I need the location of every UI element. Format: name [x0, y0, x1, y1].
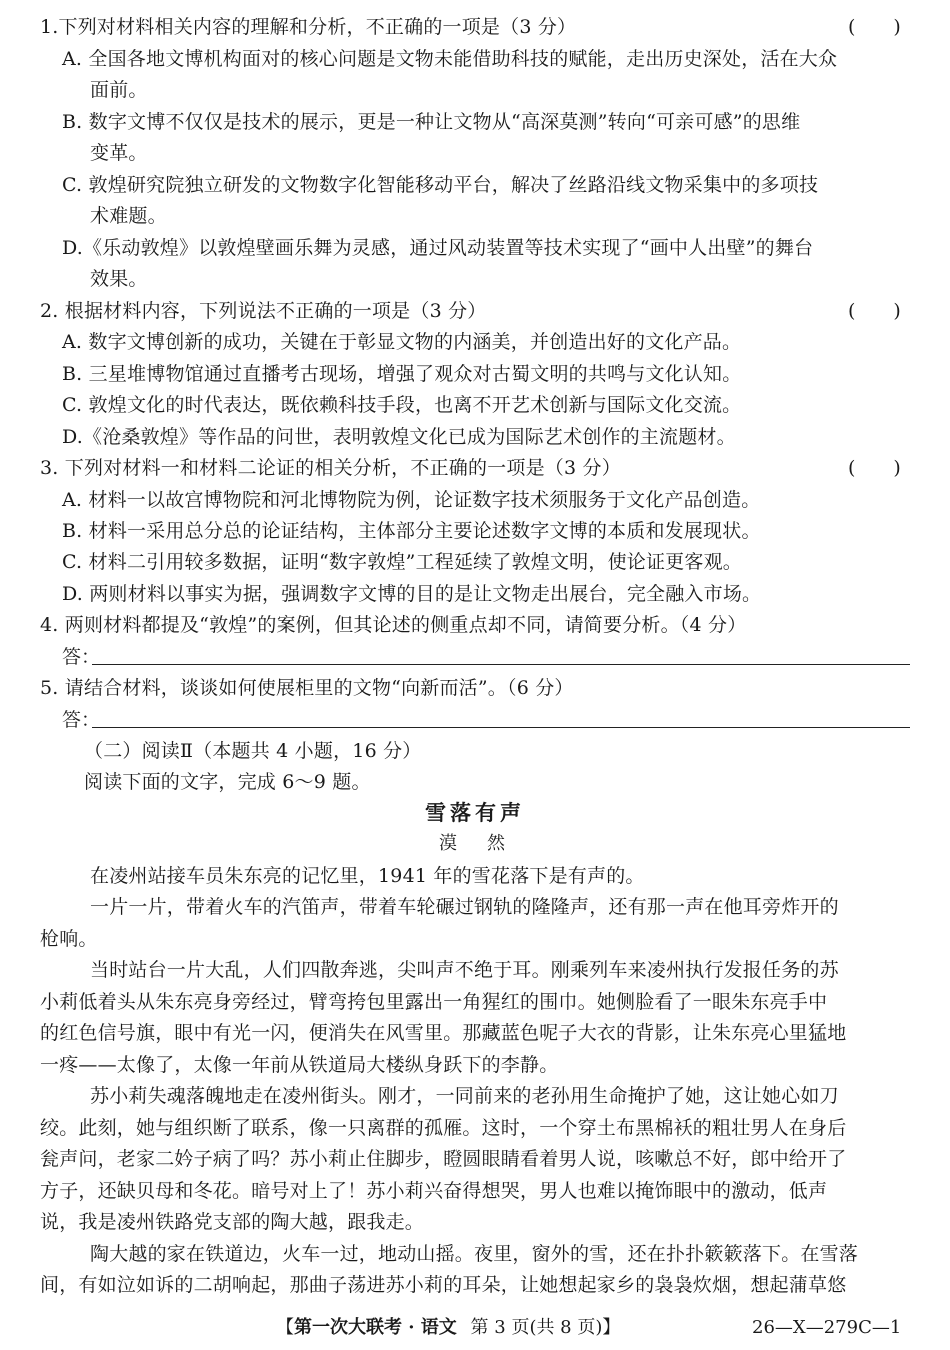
footer-bracket-left: 【 — [276, 1317, 294, 1338]
question-4-stem: 4. 两则材料都提及“敦煌”的案例，但其论述的侧重点却不同，请简要分析。（4 分） — [40, 614, 747, 636]
question-2-stem: 2. 根据材料内容，下列说法不正确的一项是（3 分） — [40, 300, 487, 322]
q1-option-d-cont: 效果。 — [90, 268, 148, 290]
q1-option-a: A. 全国各地文博机构面对的核心问题是文物未能借助科技的赋能，走出历史深处，活在大众 — [62, 48, 838, 70]
story-paragraph-3-cont: 一疼——太像了，太像一年前从铁道局大楼纵身跃下的李静。 — [40, 1054, 559, 1076]
story-paragraph-2: 一片一片，带着火车的汽笛声，带着车轮碾过钢轨的隆隆声，还有那一声在他耳旁炸开的 — [90, 896, 839, 918]
answer-parentheses-q2: ( ) — [848, 300, 901, 322]
story-paragraph-2-cont: 枪响。 — [40, 928, 98, 950]
story-paragraph-4-cont: 说，我是凌州铁路党支部的陶大越，跟我走。 — [40, 1211, 425, 1233]
question-1-stem: 1.下列对材料相关内容的理解和分析，不正确的一项是（3 分） — [40, 16, 577, 38]
answer-parentheses-q1: ( ) — [848, 16, 901, 38]
story-title: 雪落有声 — [425, 800, 525, 825]
q5-answer-label: 答： — [62, 709, 101, 731]
story-paragraph-3-cont: 的红色信号旗，眼中有光一闪，便消失在风雪里。那藏蓝色呢子大衣的背影，让朱东亮心里猛地 — [40, 1022, 847, 1044]
q2-option-b: B. 三星堆博物馆通过直播考古现场，增强了观众对古蜀文明的共鸣与文化认知。 — [62, 363, 742, 385]
footer-bracket-right: 】 — [602, 1317, 621, 1338]
story-paragraph-4-cont: 瓮声问，老家二妗子病了吗？苏小莉止住脚步，瞪圆眼睛看着男人说，咳嗽总不好，郎中给开了 — [40, 1148, 847, 1170]
q1-option-c-cont: 术难题。 — [90, 205, 167, 227]
story-paragraph-3-cont: 小莉低着头从朱东亮身旁经过，臂弯挎包里露出一角猩红的围巾。她侧脸看了一眼朱东亮手中 — [40, 991, 828, 1013]
q2-option-c: C. 敦煌文化的时代表达，既依赖科技手段，也离不开艺术创新与国际文化交流。 — [62, 394, 742, 416]
section-instruction: 阅读下面的文字，完成 6～9 题。 — [84, 771, 371, 793]
answer-parentheses-q3: ( ) — [848, 457, 901, 479]
story-paragraph-4: 苏小莉失魂落魄地走在凌州街头。刚才，一同前来的老孙用生命掩护了她，这让她心如刀 — [90, 1085, 839, 1107]
question-3-stem: 3. 下列对材料一和材料二论证的相关分析，不正确的一项是（3 分） — [40, 457, 621, 479]
q5-answer-line[interactable] — [92, 727, 910, 728]
story-paragraph-4-cont: 绞。此刻，她与组织断了联系，像一只离群的孤雁。这时，一个穿土布黑棉袄的粗壮男人在身后 — [40, 1117, 847, 1139]
footer-page-number: 第 3 页(共 8 页) — [470, 1317, 603, 1338]
footer-paper-code: 26—X—279C—1 — [752, 1317, 902, 1338]
question-5-stem: 5. 请结合材料，谈谈如何使展柜里的文物“向新而活”。（6 分） — [40, 677, 574, 699]
story-author: 漠 然 — [439, 833, 511, 854]
story-paragraph-4-cont: 方子，还缺贝母和冬花。暗号对上了！苏小莉兴奋得想哭，男人也难以掩饰眼中的激动，低声 — [40, 1180, 828, 1202]
section-heading: （二）阅读Ⅱ（本题共 4 小题，16 分） — [84, 740, 422, 762]
q3-option-b: B. 材料一采用总分总的论证结构，主体部分主要论述数字文博的本质和发展现状。 — [62, 520, 761, 542]
q3-option-d: D. 两则材料以事实为据，强调数字文博的目的是让文物走出展台，完全融入市场。 — [62, 583, 762, 605]
page-footer — [276, 1316, 620, 1340]
q1-option-a-cont: 面前。 — [90, 79, 148, 101]
q1-option-c: C. 敦煌研究院独立研发的文物数字化智能移动平台，解决了丝路沿线文物采集中的多项技 — [62, 174, 819, 196]
q1-option-b: B. 数字文博不仅仅是技术的展示，更是一种让文物从“高深莫测”转向“可亲可感”的思维 — [62, 111, 801, 133]
q2-option-d: D.《沧桑敦煌》等作品的问世，表明敦煌文化已成为国际艺术创作的主流题材。 — [62, 426, 736, 448]
story-paragraph-5: 陶大越的家在铁道边，火车一过，地动山摇。夜里，窗外的雪，还在扑扑簌簌落下。在雪落 — [90, 1243, 859, 1265]
story-paragraph-1: 在凌州站接车员朱东亮的记忆里，1941 年的雪花落下是有声的。 — [90, 865, 645, 887]
q1-option-d: D.《乐动敦煌》以敦煌壁画乐舞为灵感，通过风动装置等技术实现了“画中人出壁”的舞台 — [62, 237, 814, 259]
story-paragraph-5-cont: 间，有如泣如诉的二胡响起，那曲子荡进苏小莉的耳朵，让她想起家乡的袅袅炊烟，想起蒲草悠 — [40, 1274, 847, 1296]
footer-exam-name: 第一次大联考 · 语文 — [294, 1317, 457, 1338]
q3-option-a: A. 材料一以故宫博物院和河北博物院为例，论证数字技术须服务于文化产品创造。 — [62, 489, 761, 511]
q4-answer-label: 答： — [62, 646, 101, 668]
q1-option-b-cont: 变革。 — [90, 142, 148, 164]
q3-option-c: C. 材料二引用较多数据，证明“数字敦煌”工程延续了敦煌文明，使论证更客观。 — [62, 551, 742, 573]
q4-answer-line[interactable] — [92, 664, 910, 665]
story-paragraph-3: 当时站台一片大乱，人们四散奔逃，尖叫声不绝于耳。刚乘列车来凌州执行发报任务的苏 — [90, 959, 839, 981]
q2-option-a: A. 数字文博创新的成功，关键在于彰显文物的内涵美，并创造出好的文化产品。 — [62, 331, 742, 353]
